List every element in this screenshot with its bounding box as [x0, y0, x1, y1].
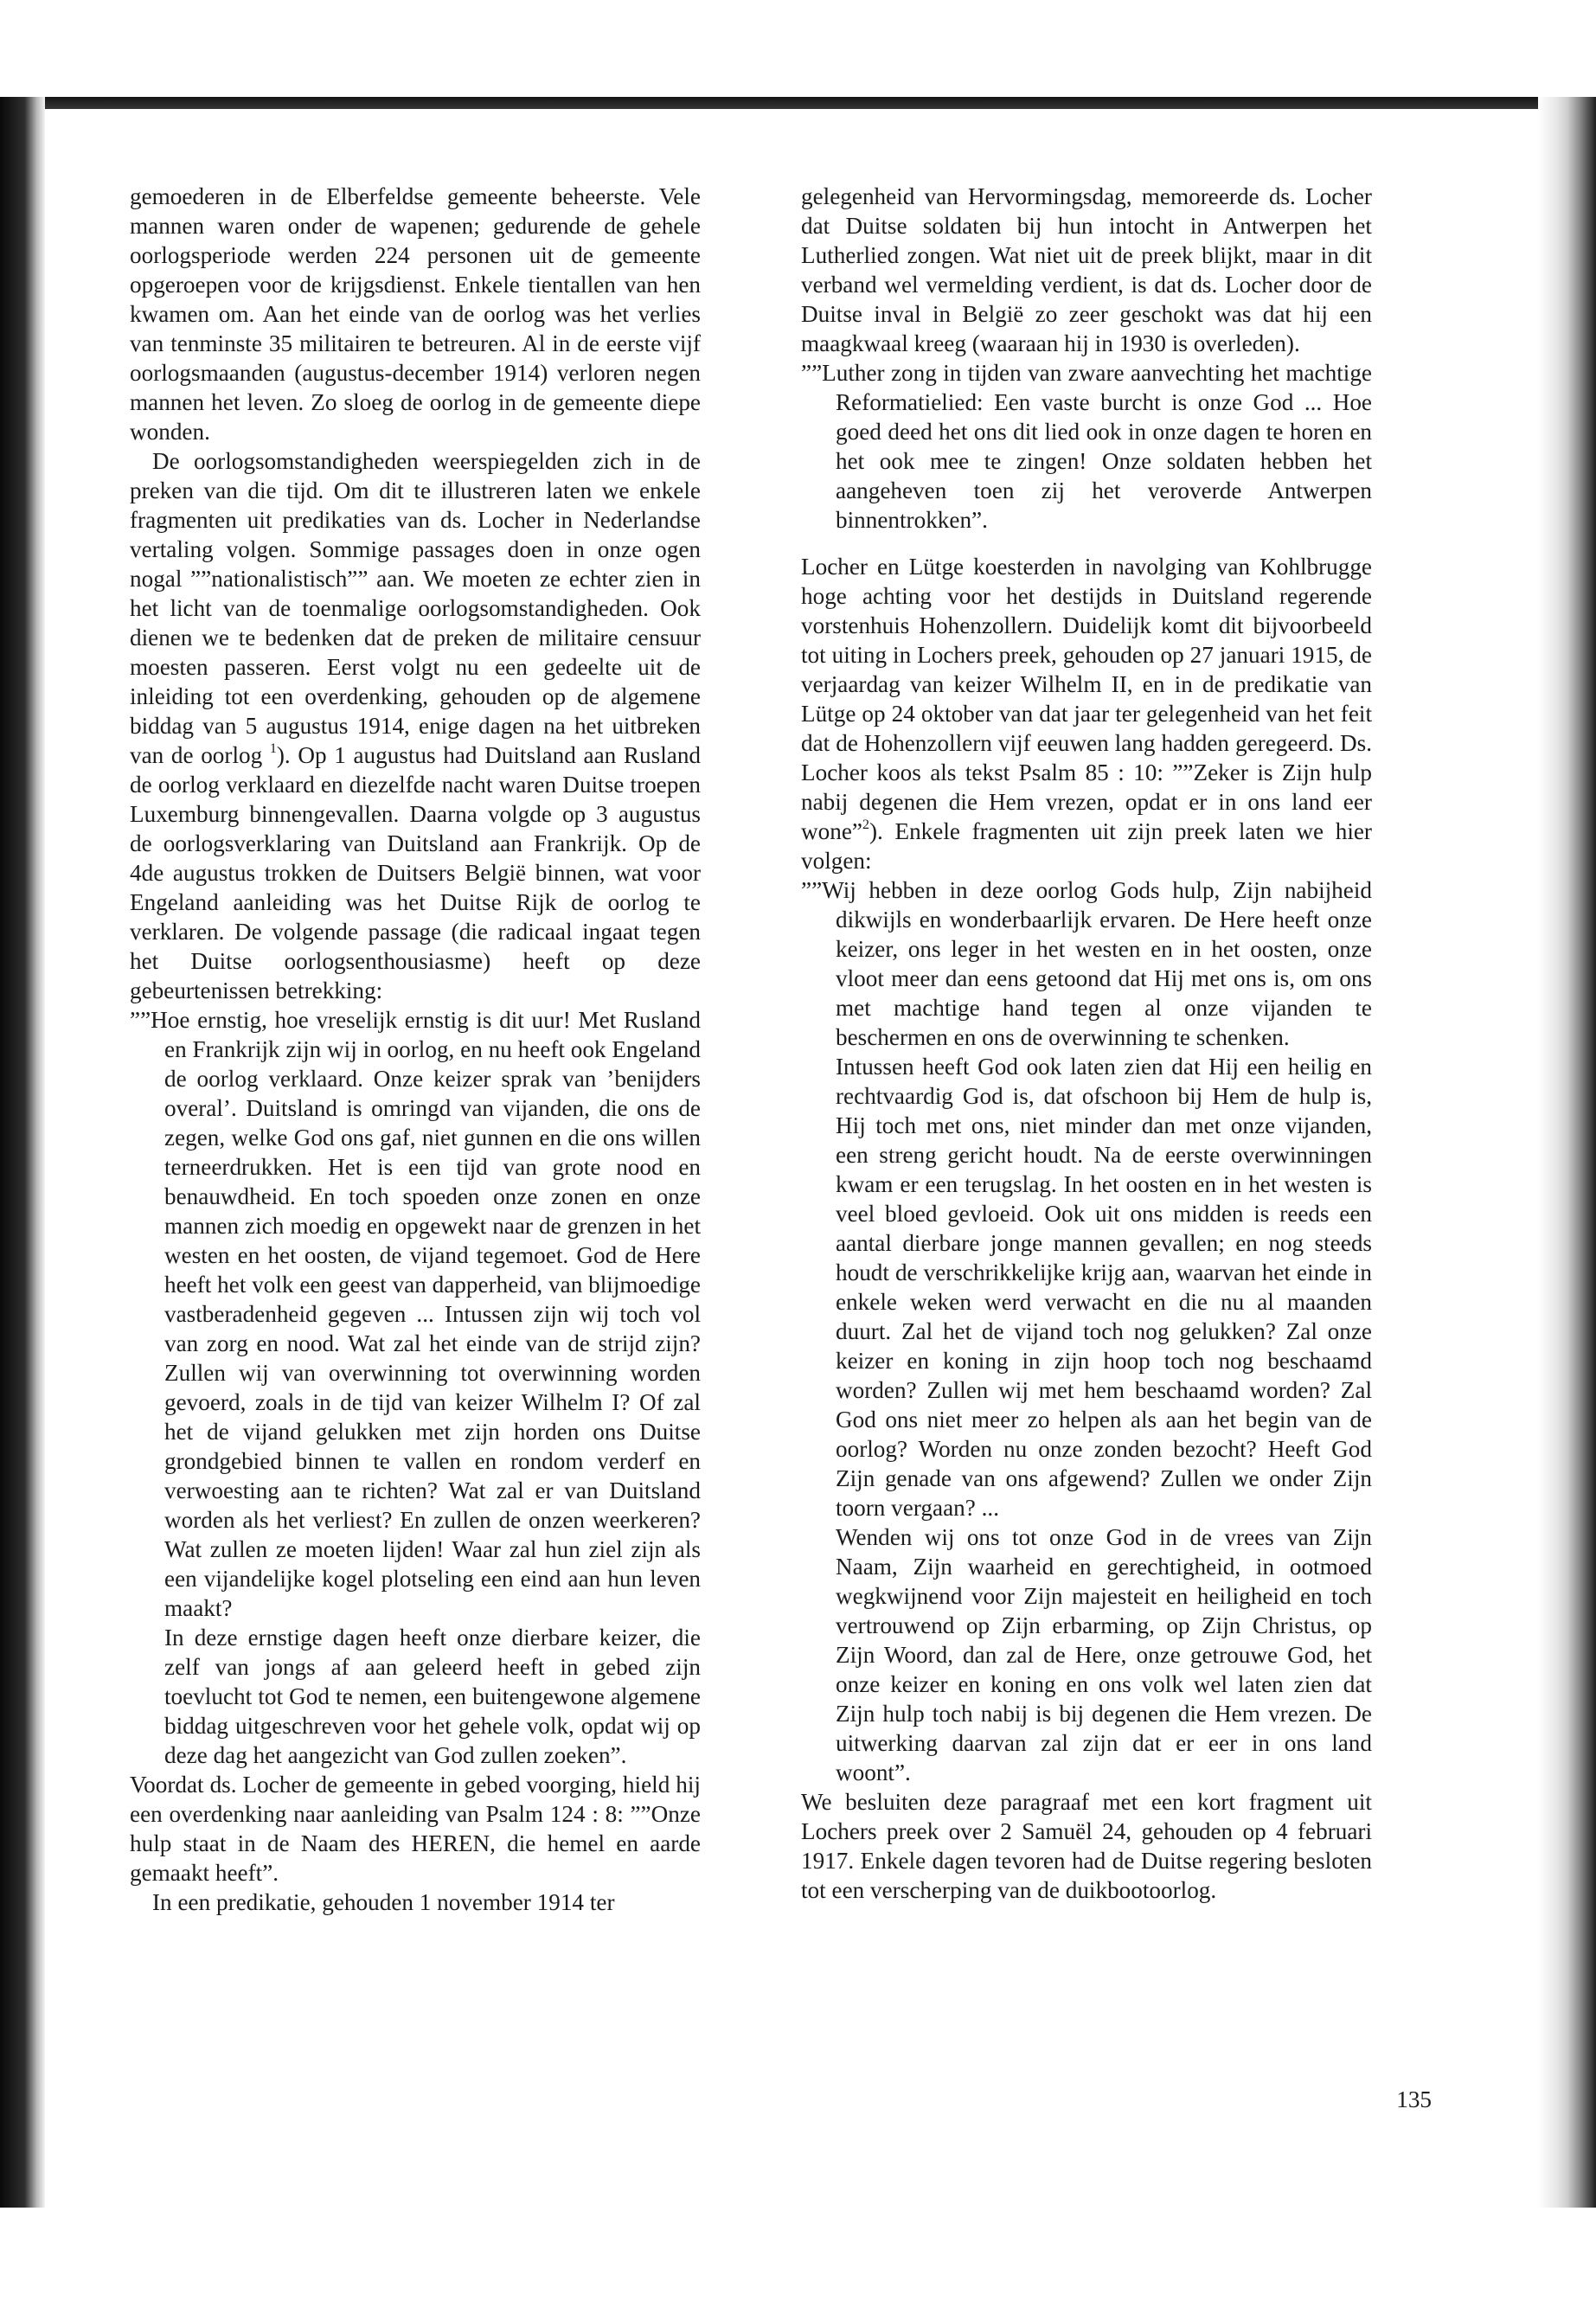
quote-paragraph: ””Luther zong in tijden van zware aanvechting het machtige Reformatielied: Een vaste burcht is onze God ... Hoe goed deed het ons dit lied ook in onze dagen te horen en het ook mee te zingen! Onze soldaten hebben het aangeheven toen zij het veroverde Antwerpen binnentrokken”.	[801, 360, 1372, 533]
quote-psalm-85-sermon	[801, 875, 1372, 1787]
footnote-marker: 1	[269, 740, 277, 756]
left-text-column	[130, 182, 701, 1917]
paragraph-text: ). Enkele fragmenten uit zijn preek laten we hier volgen:	[801, 818, 1372, 874]
quote-biddag-1914	[130, 1005, 701, 1770]
quote-paragraph: Wenden wij ons tot onze God in de vrees van Zijn Naam, Zijn waarheid en gerechtigheid, in ootmoed wegkwijnend voor Zijn majesteit en heiligheid en toch vertrouwend op Zijn erbarming, op Zijn Christus, op Zijn Woord, dan zal de Here, onze getrouwe God, het onze keizer en koning en ons volk wel laten zien dat Zijn hulp toch nabij is bij degenen die Hem vrezen. De uitwerking daarvan zal zijn dat er eer in ons land woont”.	[836, 1524, 1372, 1785]
quote-paragraph: ””Hoe ernstig, hoe vreselijk ernstig is dit uur! Met Rusland en Frankrijk zijn wij in oorlog, en nu heeft ook Engeland de oorlog verklaard. Onze keizer sprak van ’benijders overal’. Duitsland is omringd van vijanden, die ons de zegen, welke God ons gaf, niet gunnen en die ons willen terneerdrukken. Het is een tijd van grote nood en benauwdheid. En toch spoeden onze zonen en onze mannen zich moedig en opgewekt naar de grenzen in het westen en het oosten, de vijand tegemoet. God de Here heeft het volk een geest van dapperheid, van blijmoedige vastberadenheid gegeven ... Intussen zijn wij toch vol van zorg en nood. Wat zal het einde van de strijd zijn? Zullen wij van overwinning tot overwinning worden gevoerd, zoals in de tijd van keizer Wilhelm I? Of zal het de vijand gelukken met zijn horden ons Duitse grondgebied binnen te vallen en rondom verderf en verwoesting aan te richten? Wat zal er van Duitsland worden als het verliest? En zullen de onzen weerkeren? Wat zullen ze moeten lijden! Waar zal hun ziel zijn als een vijandelijke kogel plotseling een eind aan hun leven maakt?	[130, 1007, 701, 1621]
scan-top-margin	[0, 0, 1596, 97]
page-number: 135	[1396, 2086, 1432, 2112]
quote-paragraph: In deze ernstige dagen heeft onze dierbare keizer, die zelf van jongs af aan geleerd heeft in gebed zijn toevlucht tot God te nemen, een buitengewone algemene biddag uitgeschreven voor het gehele volk, opdat wij op deze dag het aangezicht van God zullen zoeken”.	[164, 1625, 701, 1768]
paragraph-closing-1917: We besluiten deze paragraaf met een kort fragment uit Lochers preek over 2 Samuël 24, gehouden op 4 februari 1917. Enkele dagen tevoren had de Duitse regering besloten tot een verscherping van de duikbootoorlog.	[801, 1789, 1372, 1903]
footnote-marker: 2	[862, 817, 869, 832]
quote-paragraph: Intussen heeft God ook laten zien dat Hij een heilig en rechtvaardig God is, dat ofschoon bij Hem de hulp is, Hij toch met ons, niet minder dan met onze vijanden, een streng gericht houdt. Na de eerste overwinningen kwam er een terugslag. In het oosten en in het westen is veel bloed gevloeid. Ook uit ons midden is reeds een aantal dierbare jonge mannen gevallen; en nog steeds houdt de verschrikkelijke krijg aan, waarvan het einde in enkele weken werd verwacht en die nu al maanden duurt. Zal het de vijand toch nog gelukken? Zal onze keizer en koning in zijn hoop toch nog beschaamd worden? Zullen wij met hem beschaamd worden? Zal God ons niet meer zo helpen als aan het begin van de oorlog? Worden nu onze zonden bezocht? Heeft God Zijn genade van ons afgewend? Zullen we onder Zijn toorn vergaan? ...	[836, 1054, 1372, 1521]
quote-luther	[801, 358, 1372, 535]
book-top-edge	[0, 97, 1596, 109]
paragraph-reformation-day: In een predikatie, gehouden 1 november 1914 ter	[152, 1889, 615, 1915]
book-page-edge	[1538, 97, 1596, 2208]
paragraph-elberfeld-war-losses: gemoederen in de Elberfeldse gemeente beheerste. Vele mannen waren onder de wapenen; gedurende de gehele oorlogsperiode werden 224 personen uit de gemeente opgeroepen voor de krijgsdienst. Enkele tientallen van hen kwamen om. Aan het einde van de oorlog was het verlies van tenminste 35 militairen te betreuren. Al in de eerste vijf oorlogsmaanden (augustus-december 1914) verloren negen mannen het leven. Zo sloeg de oorlog in de gemeente diepe wonden.	[130, 183, 701, 445]
paragraph-psalm-124: Voordat ds. Locher de gemeente in gebed voorging, hield hij een overdenking naar aanleiding van Psalm 124 : 8: ””Onze hulp staat in de Naam des HEREN, die hemel en aarde gemaakt heeft”.	[130, 1772, 701, 1886]
book-spine-shadow	[0, 97, 45, 2208]
paragraph-war-sermons-intro	[130, 446, 701, 1005]
quote-paragraph: ””Wij hebben in deze oorlog Gods hulp, Zijn nabijheid dikwijls en wonderbaarlijk ervaren. De Here heeft onze keizer, ons leger in het westen en in het oosten, onze vloot meer dan eens getoond dat Hij met ons is, om ons met machtige hand tegen al onze vijanden te beschermen en ons de overwinning te schenken.	[801, 877, 1372, 1050]
paragraph-text: ). Op 1 augustus had Duitsland aan Rusland de oorlog verklaard en diezelfde nacht waren Duitse troepen Luxemburg binnengevallen. Daarna volgde op 3 augustus de oorlogsverklaring van Duitsland aan Frankrijk. Op de 4de augustus trokken de Duitsers België binnen, wat voor Engeland aanleiding was het Duitse Rijk de oorlog te verklaren. De volgende passage (die radicaal ingaat tegen het Duitse oorlogsenthousiasme) heeft op deze gebeurtenissen betrekking:	[130, 742, 702, 1003]
paragraph-text: De oorlogsomstandigheden weerspiegelden zich in de preken van die tijd. Om dit te illustreren laten we enkele fragmenten uit predikaties van ds. Locher in Nederlandse vertaling volgen. Sommige passages doen in onze ogen nogal ””nationalistisch”” aan. We moeten ze echter zien in het licht van de toenmalige oorlogsomstandigheden. Ook dienen we te bedenken dat de preken de militaire censuur moesten passeren. Eerst volgt nu een gedeelte uit de inleiding tot een overdenking, gehouden op de algemene biddag van 5 augustus 1914, enige dagen na het uitbreken van de oorlog	[130, 448, 701, 768]
paragraph-text: Locher en Lütge koesterden in navolging van Kohlbrugge hoge achting voor het destijds in Duitsland regerende vorstenhuis Hohenzollern. Duidelijk komt dit bijvoorbeeld tot uiting in Lochers preek, gehouden op 27 januari 1915, de verjaardag van keizer Wilhelm II, en in de predikatie van Lütge op 24 oktober van dat jaar ter gelegenheid van het feit dat de Hohenzollern vijf eeuwen lang hadden geregeerd. Ds. Locher koos als tekst Psalm 85 : 10: ””Zeker is Zijn hulp nabij degenen die Hem vrezen, opdat er in ons land eer wone”	[801, 554, 1372, 844]
scan-bottom-margin	[0, 2208, 1596, 2301]
paragraph-antwerp-lutherlied: gelegenheid van Hervormingsdag, memoreerde ds. Locher dat Duitse soldaten bij hun intocht in Antwerpen het Lutherlied zongen. Wat niet uit de preek blijkt, maar in dit verband wel vermelding verdient, is dat ds. Locher door de Duitse inval in België zo zeer geschokt was dat hij een maagkwaal kreeg (waaraan hij in 1930 is overleden).	[801, 183, 1372, 356]
right-text-column	[801, 182, 1372, 1905]
paragraph-hohenzollern	[801, 552, 1372, 875]
